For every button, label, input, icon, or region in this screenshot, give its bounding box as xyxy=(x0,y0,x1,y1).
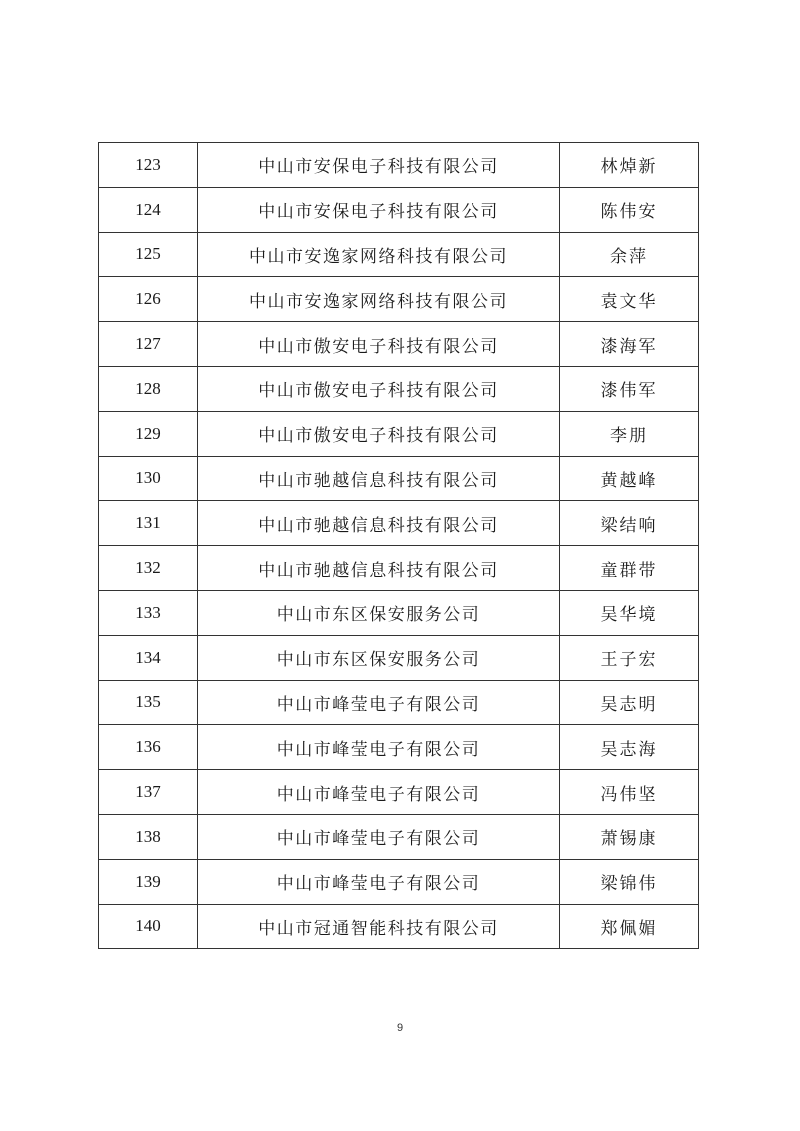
table-row xyxy=(99,411,699,456)
company-name-cell: 中山市峰莹电子有限公司 xyxy=(198,814,560,859)
table-row xyxy=(99,590,699,635)
row-number-cell: 139 xyxy=(99,859,198,904)
company-name-cell: 中山市峰莹电子有限公司 xyxy=(198,680,560,725)
table-row xyxy=(99,366,699,411)
row-number-cell: 126 xyxy=(99,277,198,322)
person-name-cell: 李朋 xyxy=(560,411,699,456)
row-number-cell: 133 xyxy=(99,590,198,635)
table-row xyxy=(99,680,699,725)
company-name-cell: 中山市峰莹电子有限公司 xyxy=(198,725,560,770)
person-name-cell: 吴志海 xyxy=(560,725,699,770)
person-name-cell: 梁锦伟 xyxy=(560,859,699,904)
person-name-cell: 萧锡康 xyxy=(560,814,699,859)
company-name-cell: 中山市安逸家网络科技有限公司 xyxy=(198,232,560,277)
person-name-cell: 袁文华 xyxy=(560,277,699,322)
row-number-cell: 129 xyxy=(99,411,198,456)
company-name-cell: 中山市傲安电子科技有限公司 xyxy=(198,411,560,456)
row-number-cell: 138 xyxy=(99,814,198,859)
row-number-cell: 124 xyxy=(99,187,198,232)
table-row xyxy=(99,143,699,188)
company-name-cell: 中山市峰莹电子有限公司 xyxy=(198,770,560,815)
person-name-cell: 吴华境 xyxy=(560,590,699,635)
row-number-cell: 137 xyxy=(99,770,198,815)
company-name-cell: 中山市安保电子科技有限公司 xyxy=(198,187,560,232)
company-name-cell: 中山市峰莹电子有限公司 xyxy=(198,859,560,904)
company-name-cell: 中山市驰越信息科技有限公司 xyxy=(198,546,560,591)
company-name-cell: 中山市安保电子科技有限公司 xyxy=(198,143,560,188)
person-name-cell: 漆海军 xyxy=(560,322,699,367)
table-row xyxy=(99,232,699,277)
person-name-cell: 郑佩媚 xyxy=(560,904,699,949)
row-number-cell: 134 xyxy=(99,635,198,680)
table-row xyxy=(99,501,699,546)
row-number-cell: 132 xyxy=(99,546,198,591)
table-row xyxy=(99,187,699,232)
person-name-cell: 童群带 xyxy=(560,546,699,591)
row-number-cell: 135 xyxy=(99,680,198,725)
person-name-cell: 陈伟安 xyxy=(560,187,699,232)
table-row xyxy=(99,725,699,770)
person-name-cell: 黄越峰 xyxy=(560,456,699,501)
table-row xyxy=(99,322,699,367)
person-name-cell: 梁结响 xyxy=(560,501,699,546)
row-number-cell: 123 xyxy=(99,143,198,188)
row-number-cell: 136 xyxy=(99,725,198,770)
person-name-cell: 漆伟军 xyxy=(560,366,699,411)
row-number-cell: 140 xyxy=(99,904,198,949)
person-name-cell: 王子宏 xyxy=(560,635,699,680)
row-number-cell: 131 xyxy=(99,501,198,546)
table-row xyxy=(99,814,699,859)
table-row xyxy=(99,546,699,591)
table-row xyxy=(99,770,699,815)
table-row xyxy=(99,904,699,949)
page-number: 9 xyxy=(396,1022,404,1034)
company-name-cell: 中山市东区保安服务公司 xyxy=(198,590,560,635)
table-body xyxy=(99,143,699,949)
row-number-cell: 127 xyxy=(99,322,198,367)
table-row xyxy=(99,456,699,501)
row-number-cell: 130 xyxy=(99,456,198,501)
company-name-cell: 中山市驰越信息科技有限公司 xyxy=(198,456,560,501)
row-number-cell: 128 xyxy=(99,366,198,411)
personnel-table xyxy=(98,142,699,949)
person-name-cell: 吴志明 xyxy=(560,680,699,725)
table-row xyxy=(99,277,699,322)
person-name-cell: 余萍 xyxy=(560,232,699,277)
company-name-cell: 中山市冠通智能科技有限公司 xyxy=(198,904,560,949)
company-name-cell: 中山市东区保安服务公司 xyxy=(198,635,560,680)
person-name-cell: 林焯新 xyxy=(560,143,699,188)
company-name-cell: 中山市驰越信息科技有限公司 xyxy=(198,501,560,546)
company-name-cell: 中山市傲安电子科技有限公司 xyxy=(198,366,560,411)
company-name-cell: 中山市安逸家网络科技有限公司 xyxy=(198,277,560,322)
company-name-cell: 中山市傲安电子科技有限公司 xyxy=(198,322,560,367)
table-row xyxy=(99,635,699,680)
person-name-cell: 冯伟坚 xyxy=(560,770,699,815)
table-row xyxy=(99,859,699,904)
row-number-cell: 125 xyxy=(99,232,198,277)
